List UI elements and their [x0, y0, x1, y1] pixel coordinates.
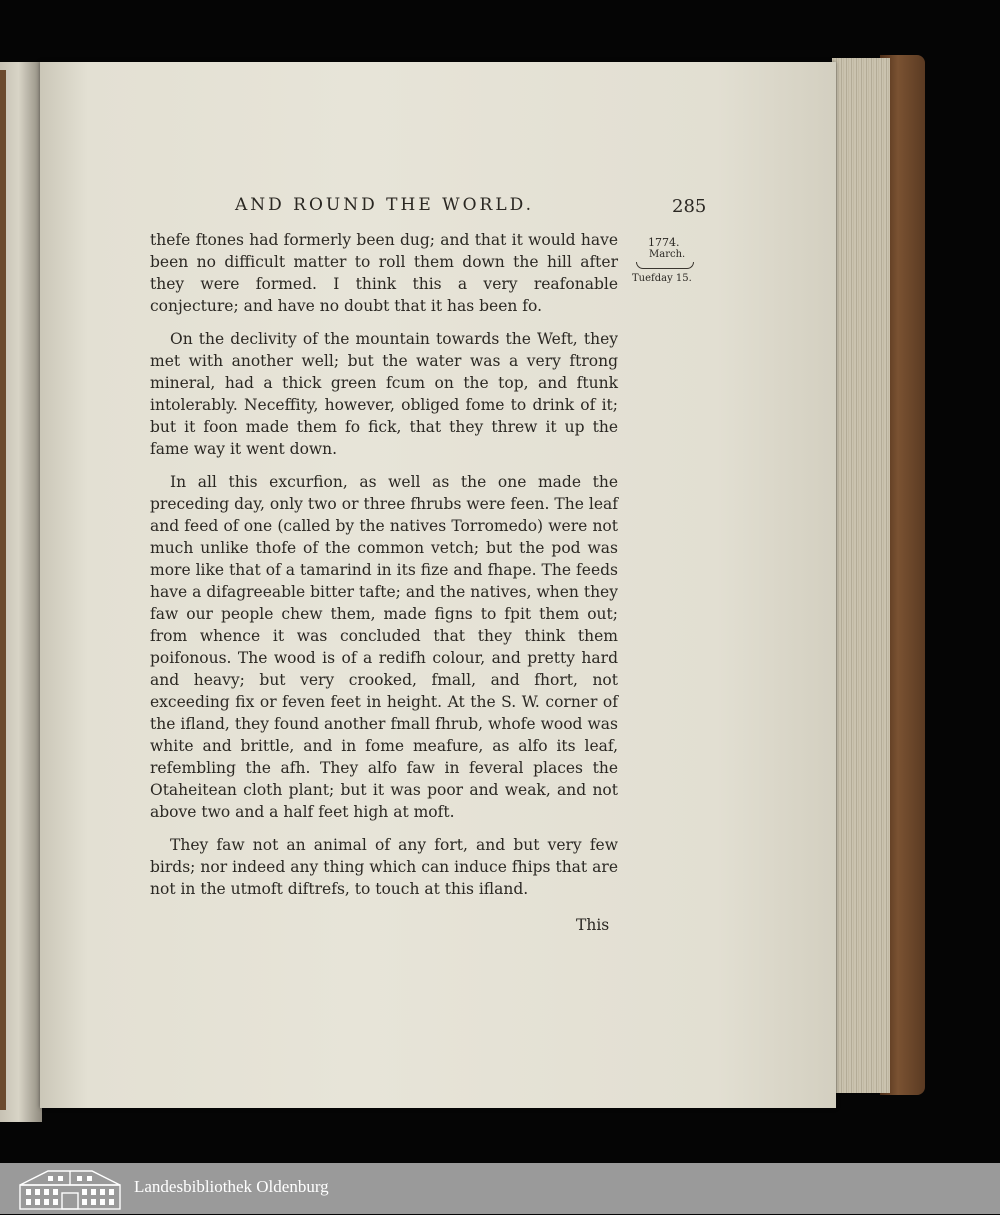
- paragraph: They faw not an animal of any fort, and but very few birds; nor indeed any thing which can induce fhips that are not in the utmoft diftrefs, to touch at this ifland.: [150, 836, 618, 898]
- library-building-icon: [18, 1167, 122, 1215]
- paragraph: thefe ftones had formerly been dug; and that it would have been no difficult matter to roll them down the hill after they were formed. I think this a very reafonable conjecture; and have no doubt that it has been fo.: [150, 231, 618, 315]
- footer-bar: [0, 1163, 1000, 1214]
- page-edges: [832, 58, 890, 1093]
- margin-brace: [636, 262, 694, 269]
- body-text: [150, 229, 618, 911]
- margin-note-day: Tuefday 15.: [632, 273, 692, 284]
- page-number: 285: [672, 196, 707, 217]
- catchword: This: [576, 916, 610, 934]
- margin-note-year: 1774.: [648, 236, 680, 249]
- library-name: Landesbibliothek Oldenburg: [134, 1177, 329, 1196]
- paragraph: On the declivity of the mountain towards the Weft, they met with another well; but the water was a very ftrong mineral, had a thick green fcum on the top, and ftunk intolerably. Neceffity, however, obliged fome to drink of it; but it foon made them fo fick, that they threw it up the fame way it went down.: [150, 330, 618, 458]
- left-binding: [0, 70, 6, 1110]
- running-title: AND ROUND THE WORLD.: [235, 195, 535, 215]
- facing-page-edge: [0, 62, 42, 1122]
- margin-note-month: March.: [649, 249, 686, 260]
- paragraph: In all this excurfion, as well as the one made the preceding day, only two or three fhrubs were feen. The leaf and feed of one (called by the natives Torromedo) were not much unlike thofe of the common vetch; but the pod was more like that of a tamarind in its fize and fhape. The feeds have a difagreeable bitter tafte; and the natives, when they faw our people chew them, made figns to fpit them out; from whence it was concluded that they think them poifonous. The wood is of a redifh colour, and pretty hard and heavy; but very crooked, fmall, and fhort, not exceeding fix or feven feet in height. At the S. W. corner of the ifland, they found another fmall fhrub, whofe wood was white and brittle, and in fome meafure, as alfo its leaf, refembling the afh. They alfo faw in feveral places the Otaheitean cloth plant; but it was poor and weak, and not above two and a half feet high at moft.: [150, 473, 618, 821]
